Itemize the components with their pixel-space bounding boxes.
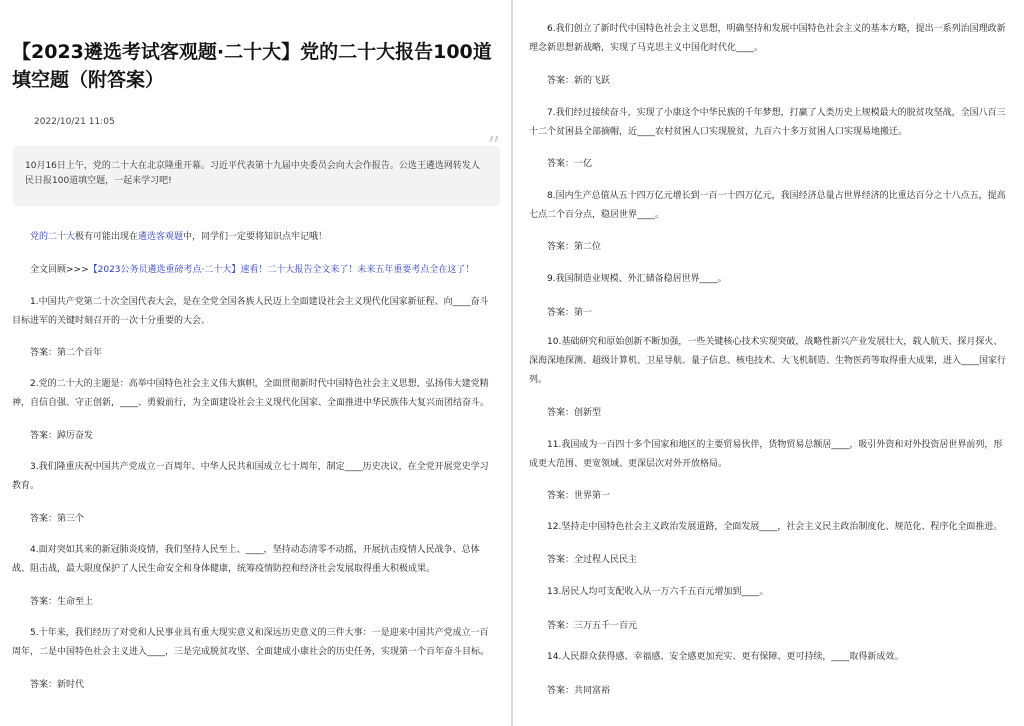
link-objective-questions[interactable]: 遴选客观题 [138,232,184,242]
fulltext-prefix: 全文回顾>>> [30,265,89,275]
right-page [513,0,1024,726]
question-4: 4.面对突如其来的新冠肺炎疫情，我们坚持人民至上、____，坚持动态清零不动摇，开展抗击疫情人民战争、总体战、阻击战，最大限度保护了人民生命安全和身体健康，统筹疫情防控和经济社会发展取得重大积极成果。 [12,545,480,574]
answer-3: 答案：第三个 [30,514,85,524]
question-9: 9.我国制造业规模、外汇储备稳居世界____。 [547,274,727,284]
link-twentieth-congress[interactable]: 党的二十大 [30,232,76,242]
answer-11: 答案：世界第一 [547,491,611,501]
fulltext-review [12,261,490,280]
answer-7: 答案：一亿 [547,159,593,169]
question-6: 6.我们创立了新时代中国特色社会主义思想，明确坚持和发展中国特色社会主义的基本方略，提出一系列治国理政新理念新思想新战略，实现了马克思主义中国化时代化____。 [529,24,1006,53]
answer-6: 答案：新的飞跃 [547,76,611,86]
answer-4: 答案：生命至上 [30,597,94,607]
answer-8: 答案：第二位 [547,242,602,252]
question-13: 13.居民人均可支配收入从一万六千五百元增加到____。 [547,587,769,597]
answer-14: 答案：共同富裕 [547,686,611,696]
answer-12: 答案：全过程人民民主 [547,555,638,565]
question-11: 11.我国成为一百四十多个国家和地区的主要贸易伙伴，货物贸易总额居____，吸引外资和对外投资居世界前列，形成更大范围、更宽领域、更深层次对外开放格局。 [529,440,1003,469]
answer-2: 答案：踔厉奋发 [30,431,94,441]
intro-paragraph [12,228,490,247]
left-page [0,0,511,726]
article-title: 【2023遴选考试客观题·二十大】党的二十大报告100道填空题（附答案） [12,41,492,91]
question-8: 8.国内生产总值从五十四万亿元增长到一百一十四万亿元，我国经济总量占世界经济的比重达百分之十八点五，提高七点二个百分点，稳居世界____。 [529,191,1006,220]
question-7: 7.我们经过接续奋斗，实现了小康这个中华民族的千年梦想，打赢了人类历史上规模最大的脱贫攻坚战，全国八百三十二个贫困县全部摘帽，近____农村贫困人口实现脱贫，九百六十多万贫困人口实现易地搬迁。 [529,108,1006,137]
summary-text: 10月16日上午，党的二十大在北京隆重开幕。习近平代表第十九届中央委员会向大会作报告。公选王遴选网转发人民日报100道填空题，一起来学习吧! [25,161,480,186]
question-2: 2.党的二十大的主题是：高举中国特色社会主义伟大旗帜，全面贯彻新时代中国特色社会主义思想，弘扬伟大建党精神，自信自强、守正创新，____、勇毅前行，为全面建设社会主义现代化国家、全面推进中华民族伟大复兴而团结奋斗。 [12,379,490,408]
question-1: 1.中国共产党第二十次全国代表大会，是在全党全国各族人民迈上全面建设社会主义现代化国家新征程、向____奋斗目标进军的关键时刻召开的一次十分重要的大会。 [12,297,489,326]
answer-1: 答案：第二个百年 [30,348,103,358]
answer-10: 答案：创新型 [547,408,602,418]
intro-text-1: 极有可能出现在 [75,232,139,242]
question-3: 3.我们隆重庆祝中国共产党成立一百周年、中华人民共和国成立七十周年，制定____历史决议，在全党开展党史学习教育。 [12,462,489,491]
question-5: 5.十年来，我们经历了对党和人民事业具有重大现实意义和深远历史意义的三件大事：一是迎来中国共产党成立一百周年，二是中国特色社会主义进入____，三是完成脱贫攻坚、全面建成小康社会的历史任务，实现第一个百年奋斗目标。 [12,628,490,657]
quote-icon: ” [487,132,501,162]
question-14: 14.人民群众获得感、幸福感、安全感更加充实、更有保障、更可持续，____取得新成效。 [547,652,904,662]
fulltext-link[interactable]: 【2023公务员遴选重磅考点·二十大】速看！二十大报告全文来了！未来五年重要考点全在这了！ [88,265,475,275]
answer-5: 答案：新时代 [30,680,85,690]
answer-9: 答案：第一 [547,308,593,318]
intro-text-2: 中，同学们一定要将知识点牢记哦！ [183,232,328,242]
summary-box [13,146,500,206]
answer-13: 答案：三万五千一百元 [547,621,638,631]
question-10: 10.基础研究和原始创新不断加强，一些关键核心技术实现突破，战略性新兴产业发展壮大，载人航天、探月探火、深海深地探测、超级计算机、卫星导航、量子信息、核电技术、大飞机制造、生物医药等取得重大成果，进入____国家行列。 [529,337,1007,385]
question-12: 12.坚持走中国特色社会主义政治发展道路，全面发展____，社会主义民主政治制度化、规范化、程序化全面推进。 [547,522,1003,532]
publish-date: 2022/10/21 11:05 [34,117,115,127]
